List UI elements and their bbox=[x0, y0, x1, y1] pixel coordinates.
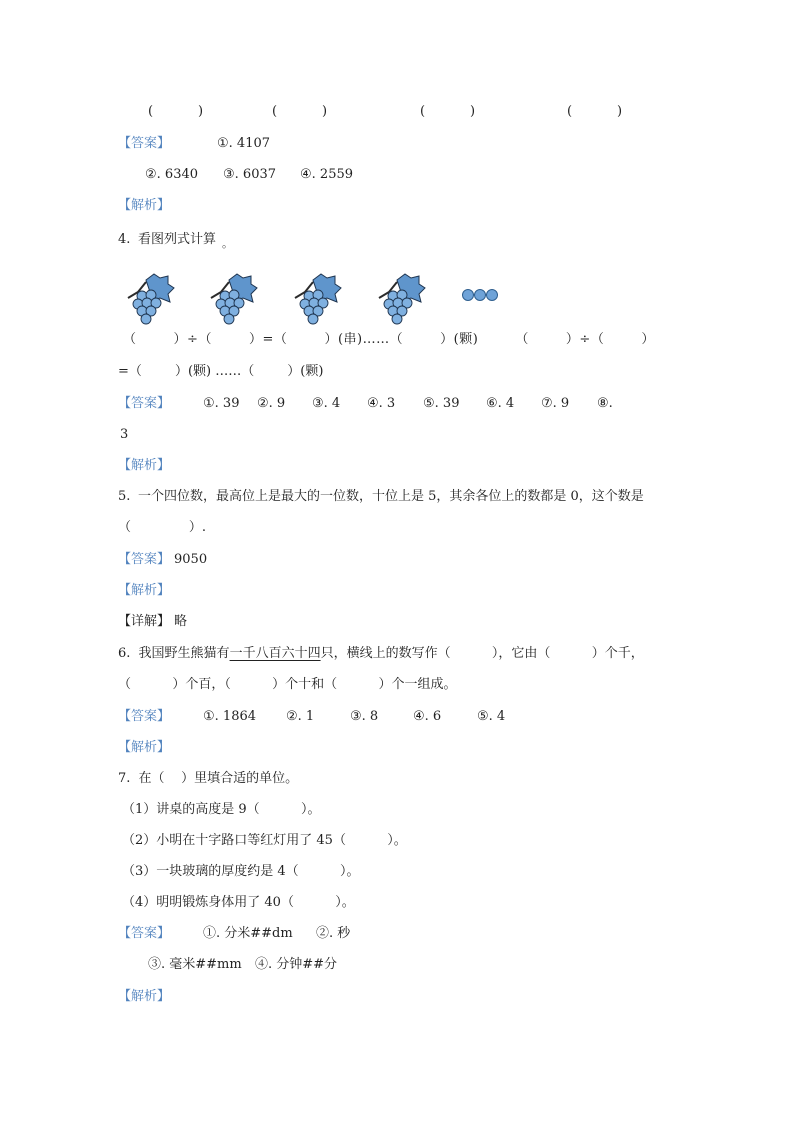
q7-item-text: （3）一块玻璃的厚度约是 4（ ）。 bbox=[122, 864, 360, 879]
answer-label: 【答案】 bbox=[118, 552, 171, 567]
q4-equation-line-2 bbox=[118, 363, 323, 381]
q5-prompt: 一个四位数，最高位上是最大的一位数，十位上是 5，其余各位上的数都是 0，这个数是 bbox=[138, 489, 644, 504]
q4-answer-8-value: 3 bbox=[120, 427, 129, 442]
question-number: 6. bbox=[118, 646, 131, 661]
q3-blank-1-close: ) bbox=[198, 104, 204, 119]
answer-label: 【答案】 bbox=[118, 709, 171, 724]
analysis-label: 【解析】 bbox=[118, 458, 171, 473]
q7-item-1 bbox=[122, 801, 321, 819]
analysis-label: 【解析】 bbox=[118, 198, 171, 213]
q5-detail: 略 bbox=[174, 614, 188, 629]
q7-item-text: （1）讲桌的高度是 9（ ）。 bbox=[122, 802, 321, 817]
q4-prompt: 看图列式计算 bbox=[138, 232, 217, 247]
q6-prompt-line bbox=[118, 645, 644, 663]
q7-item-3 bbox=[122, 863, 360, 881]
q3-blank-3-open: ( bbox=[420, 104, 426, 119]
analysis-label: 【解析】 bbox=[118, 583, 171, 598]
q7-answer-1: ①. 分米##dm bbox=[203, 926, 293, 941]
q4-answer-5: ⑤. 39 bbox=[423, 396, 460, 411]
q4-answer-7: ⑦. 9 bbox=[541, 396, 570, 411]
grape-bunch-icon bbox=[291, 270, 347, 326]
q7-item-text: （2）小明在十字路口等红灯用了 45（ ）。 bbox=[122, 833, 407, 848]
q7-prompt-line bbox=[118, 770, 298, 788]
q6-prompt-2: （ ）个百，（ ）个十和（ ）个一组成。 bbox=[118, 677, 457, 692]
q6-prompt-post: 只，横线上的数写作（ ），它由（ ）个千， bbox=[320, 646, 644, 661]
q4-equation-line-1 bbox=[123, 331, 655, 349]
q7-item-2 bbox=[122, 832, 407, 850]
q7-answer-3: ③. 毫米##mm bbox=[148, 957, 242, 972]
q3-blank-4-close: ) bbox=[617, 104, 623, 119]
answer-label: 【答案】 bbox=[118, 926, 171, 941]
q4-answer-1: ①. 39 bbox=[203, 396, 240, 411]
grape-icon bbox=[474, 289, 486, 301]
q6-answer-1: ①. 1864 bbox=[203, 709, 257, 724]
q6-answer-3: ③. 8 bbox=[350, 709, 379, 724]
grape-bunch-icon bbox=[375, 270, 431, 326]
q3-answer-2: ②. 6340 bbox=[145, 167, 199, 182]
q4-prompt-mark: 。 bbox=[222, 237, 233, 250]
question-number: 5. bbox=[118, 489, 131, 504]
q3-blank-3-close: ) bbox=[470, 104, 476, 119]
q4-answer-8: ⑧. bbox=[597, 396, 613, 411]
q6-underlined-number: 一千八百六十四 bbox=[229, 646, 321, 661]
q3-blank-2-open: ( bbox=[272, 104, 278, 119]
q3-blank-1-open: ( bbox=[148, 104, 154, 119]
q5-answer: 9050 bbox=[174, 552, 208, 567]
q4-answer-6: ⑥. 4 bbox=[486, 396, 515, 411]
q4-answer-2: ②. 9 bbox=[257, 396, 286, 411]
q7-answer-2: ②. 秒 bbox=[316, 926, 351, 941]
q7-answer-4: ④. 分钟##分 bbox=[255, 957, 338, 972]
detail-label: 【详解】 bbox=[118, 614, 171, 629]
q3-answer-4: ④. 2559 bbox=[300, 167, 354, 182]
q3-blank-4-open: ( bbox=[567, 104, 573, 119]
q5-blank: （ ）. bbox=[118, 520, 206, 535]
grape-bunch-icon bbox=[124, 270, 180, 326]
loose-grapes bbox=[462, 289, 498, 303]
question-number: 7. bbox=[118, 771, 131, 786]
q3-answer-1: ①. 4107 bbox=[217, 136, 271, 151]
q6-answer-4: ④. 6 bbox=[413, 709, 442, 724]
grape-icon bbox=[462, 289, 474, 301]
q4-equation-2: =（ ）(颗) ……（ ）(颗) bbox=[118, 364, 324, 379]
q7-item-4 bbox=[122, 894, 355, 912]
q6-prompt-line-2 bbox=[118, 676, 456, 694]
q6-prompt-pre: 我国野生熊猫有 bbox=[138, 646, 230, 661]
grape-icon bbox=[486, 289, 498, 301]
q3-answer-3: ③. 6037 bbox=[223, 167, 277, 182]
analysis-label: 【解析】 bbox=[118, 989, 171, 1004]
grape-bunch-icon bbox=[207, 270, 263, 326]
answer-label: 【答案】 bbox=[118, 396, 171, 411]
grape-illustration bbox=[0, 270, 793, 326]
q7-item-text: （4）明明锻炼身体用了 40（ ）。 bbox=[122, 895, 355, 910]
q6-answer-5: ⑤. 4 bbox=[477, 709, 506, 724]
q4-answer-4: ④. 3 bbox=[367, 396, 396, 411]
q7-prompt: 在（ ）里填合适的单位。 bbox=[138, 771, 299, 786]
q6-answer-2: ②. 1 bbox=[286, 709, 315, 724]
q4-answer-3: ③. 4 bbox=[312, 396, 341, 411]
q4-equation-1: （ ）÷（ ）=（ ）(串)……（ ）(颗) （ ）÷（ ） bbox=[123, 332, 655, 347]
question-number: 4. bbox=[118, 232, 131, 247]
answer-label: 【答案】 bbox=[118, 136, 171, 151]
analysis-label: 【解析】 bbox=[118, 740, 171, 755]
q3-blank-2-close: ) bbox=[322, 104, 328, 119]
